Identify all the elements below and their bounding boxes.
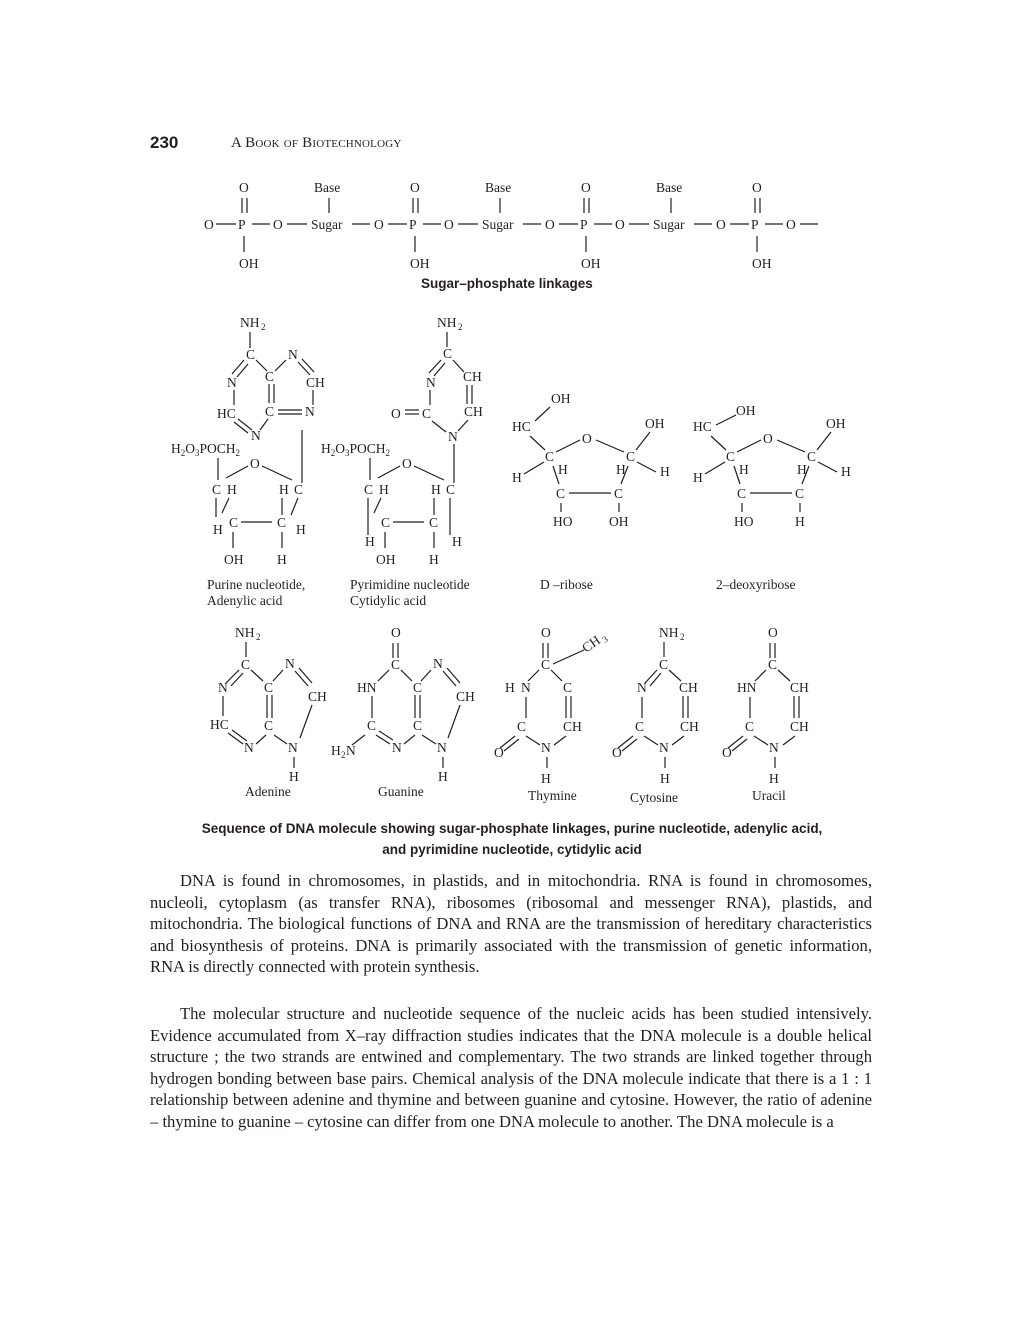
- svg-text:C: C: [413, 680, 423, 695]
- svg-text:HO: HO: [734, 514, 754, 529]
- svg-text:OH: OH: [752, 256, 772, 271]
- uracil-label: Uracil: [752, 788, 786, 803]
- svg-text:P: P: [409, 217, 417, 232]
- svg-text:N: N: [448, 429, 458, 444]
- svg-text:OH: OH: [410, 256, 430, 271]
- svg-text:H2O3POCH2: $H_2O_3POCH_2$: [171, 441, 241, 458]
- svg-text:C: C: [563, 680, 573, 695]
- svg-text:C: C: [768, 657, 778, 672]
- base-label: Base: [656, 180, 683, 195]
- phosphate-oxygen: O: [410, 180, 420, 195]
- svg-text:N: N: [659, 740, 669, 755]
- svg-text:H2O3POCH2: $H_2O_3POCH_2$: [321, 441, 391, 458]
- linkage-caption: Sugar–phosphate linkages: [421, 276, 593, 291]
- phosphate-oxygen: O: [239, 180, 249, 195]
- svg-text:O: O: [716, 217, 726, 232]
- svg-text:O: O: [786, 217, 796, 232]
- svg-text:2: 2: [261, 322, 266, 332]
- svg-text:HC: HC: [210, 717, 229, 732]
- svg-text:CH: CH: [456, 689, 475, 704]
- svg-text:2: 2: [341, 750, 346, 760]
- sugar-label: Sugar: [311, 217, 343, 232]
- svg-text:C: C: [265, 369, 275, 384]
- svg-text:N: N: [433, 656, 443, 671]
- svg-text:NH: NH: [240, 315, 260, 330]
- svg-text:H: H: [365, 534, 375, 549]
- svg-text:OH: OH: [826, 416, 846, 431]
- svg-text:N: N: [227, 375, 237, 390]
- svg-text:C: C: [517, 719, 527, 734]
- svg-text:H: H: [797, 462, 807, 477]
- svg-text:H: H: [693, 470, 703, 485]
- pyrimidine-caption: Pyrimidine nucleotide: [350, 577, 470, 592]
- phosphate-oxygen: O: [581, 180, 591, 195]
- svg-text:H: H: [769, 771, 779, 786]
- svg-text:H: H: [505, 680, 515, 695]
- svg-text:C: C: [556, 486, 566, 501]
- svg-text:2: 2: [458, 322, 463, 332]
- svg-text:O: O: [768, 625, 778, 640]
- svg-text:H: H: [795, 514, 805, 529]
- sugar-label: Sugar: [653, 217, 685, 232]
- thymine-label: Thymine: [528, 788, 577, 803]
- running-header: A Book of Biotechnology: [231, 135, 402, 151]
- svg-text:OH: OH: [581, 256, 601, 271]
- cytosine-structure: [612, 625, 699, 805]
- svg-text:O: O: [391, 625, 401, 640]
- svg-text:C: C: [429, 515, 439, 530]
- svg-text:C: C: [443, 346, 453, 361]
- deoxyribose-caption: 2–deoxyribose: [716, 577, 796, 592]
- svg-text:H: H: [558, 462, 568, 477]
- svg-text:P: P: [751, 217, 759, 232]
- svg-text:NH: NH: [437, 315, 457, 330]
- svg-text:H: H: [227, 482, 237, 497]
- svg-text:N: N: [346, 743, 356, 758]
- svg-text:C: C: [364, 482, 374, 497]
- svg-text:C: C: [726, 449, 736, 464]
- thymine-structure: [494, 625, 610, 803]
- svg-text:C: C: [745, 719, 755, 734]
- svg-text:C: C: [241, 657, 251, 672]
- svg-text:P: P: [580, 217, 588, 232]
- svg-text:N: N: [285, 656, 295, 671]
- svg-text:C: C: [264, 680, 274, 695]
- svg-text:HN: HN: [737, 680, 757, 695]
- purine-nucleotide: [171, 315, 325, 608]
- svg-text:CH: CH: [308, 689, 327, 704]
- svg-text:CH: CH: [680, 719, 699, 734]
- svg-text:O: O: [612, 745, 622, 760]
- body-paragraph-2: The molecular structure and nucleotide sequence of the nucleic acids has been studied intensively. Evidence accumulated from X–ray diffraction studies indicates that the DNA molecule is a double helical structure ; the two strands are entwined and complementary. The two strands are linked together through hydrogen bonding between base pairs. Chemical analysis of the DNA molecule indicate that there is a 1 : 1 relationship between adenine and thymine and between guanine and cytosine. However, the ratio of adenine – thymine to guanine – cytosine can differ from one DNA molecule to another. The DNA molecule is a: [150, 1004, 872, 1131]
- svg-text:C: C: [795, 486, 805, 501]
- svg-text:HN: HN: [357, 680, 377, 695]
- svg-text:H: H: [660, 771, 670, 786]
- svg-text:O: O: [204, 217, 214, 232]
- svg-text:C: C: [635, 719, 645, 734]
- svg-text:3: 3: [600, 633, 610, 645]
- svg-text:2: 2: [256, 632, 261, 642]
- svg-text:N: N: [437, 740, 447, 755]
- svg-text:H: H: [429, 552, 439, 567]
- svg-text:H: H: [379, 482, 389, 497]
- adenine-structure: [210, 625, 327, 799]
- svg-text:C: C: [264, 718, 274, 733]
- svg-text:C: C: [229, 515, 239, 530]
- svg-text:CH: CH: [563, 719, 582, 734]
- svg-text:N: N: [392, 740, 402, 755]
- ribose-caption: D –ribose: [540, 577, 593, 592]
- svg-text:NH: NH: [659, 625, 679, 640]
- svg-text:CH: CH: [579, 632, 604, 656]
- svg-text:2: 2: [680, 632, 685, 642]
- svg-text:C: C: [413, 718, 423, 733]
- page-number: 230: [150, 133, 179, 152]
- sugar-phosphate-chain: [204, 180, 818, 291]
- svg-text:CH: CH: [463, 369, 482, 384]
- svg-text:N: N: [426, 375, 436, 390]
- svg-text:C: C: [246, 347, 256, 362]
- svg-text:C: C: [541, 657, 551, 672]
- svg-text:CH: CH: [790, 719, 809, 734]
- svg-text:O: O: [374, 217, 384, 232]
- base-label: Base: [485, 180, 512, 195]
- svg-text:CH: CH: [464, 404, 483, 419]
- svg-text:C: C: [614, 486, 624, 501]
- svg-text:N: N: [305, 404, 315, 419]
- svg-text:N: N: [637, 680, 647, 695]
- svg-text:O: O: [391, 406, 401, 421]
- svg-text:C: C: [422, 406, 432, 421]
- svg-text:O: O: [402, 456, 412, 471]
- svg-text:H: H: [438, 769, 448, 784]
- svg-text:N: N: [244, 740, 254, 755]
- svg-text:CH: CH: [306, 375, 325, 390]
- figure-caption: Sequence of DNA molecule showing sugar-phosphate linkages, purine nucleotide, adenylic acid, and pyrimidine nucleotide, cytidylic acid: [201, 821, 823, 857]
- svg-text:O: O: [273, 217, 283, 232]
- svg-text:H: H: [279, 482, 289, 497]
- svg-text:C: C: [807, 449, 817, 464]
- svg-text:C: C: [391, 657, 401, 672]
- svg-text:O: O: [763, 431, 773, 446]
- guanine-structure: [331, 625, 475, 799]
- svg-text:H: H: [452, 534, 462, 549]
- svg-text:Cytidylic acid: Cytidylic acid: [350, 593, 427, 608]
- svg-text:H: H: [841, 464, 851, 479]
- svg-text:H: H: [289, 769, 299, 784]
- svg-text:H: H: [512, 470, 522, 485]
- svg-text:CH: CH: [679, 680, 698, 695]
- svg-text:H: H: [431, 482, 441, 497]
- svg-text:O: O: [615, 217, 625, 232]
- svg-text:H: H: [616, 462, 626, 477]
- svg-text:O: O: [541, 625, 551, 640]
- svg-text:C: C: [381, 515, 391, 530]
- svg-text:OH: OH: [224, 552, 244, 567]
- svg-text:OH: OH: [551, 391, 571, 406]
- svg-text:O: O: [250, 456, 260, 471]
- svg-text:H: H: [277, 552, 287, 567]
- phosphate-oxygen: O: [752, 180, 762, 195]
- body-paragraph-1: DNA is found in chromosomes, in plastids, and in mitochondria. RNA is found in chromosomes, nucleoli, cytoplasm (as transfer RNA), ribosomes (ribosomal and messenger RNA), plastids, and mitochondria. The biological functions of DNA and RNA are the transmission of hereditary characteristics and biosynthesis of proteins. DNA is primarily associated with the transmission of genetic information, RNA is directly connected with protein synthesis.: [150, 871, 872, 977]
- svg-text:HC: HC: [217, 406, 236, 421]
- svg-text:C: C: [659, 657, 669, 672]
- svg-text:C: C: [545, 449, 555, 464]
- svg-text:H: H: [213, 522, 223, 537]
- svg-text:OH: OH: [239, 256, 259, 271]
- svg-text:HO: HO: [553, 514, 573, 529]
- svg-text:OH: OH: [645, 416, 665, 431]
- svg-text:N: N: [288, 740, 298, 755]
- svg-text:HC: HC: [512, 419, 531, 434]
- svg-text:H: H: [660, 464, 670, 479]
- svg-text:H: H: [331, 743, 341, 758]
- svg-text:C: C: [626, 449, 636, 464]
- svg-text:P: P: [238, 217, 246, 232]
- svg-text:C: C: [277, 515, 287, 530]
- pyrimidine-nucleotide: [321, 315, 483, 608]
- svg-text:O: O: [722, 745, 732, 760]
- svg-text:C: C: [294, 482, 304, 497]
- purine-caption: Purine nucleotide,: [207, 577, 306, 592]
- svg-text:N: N: [288, 347, 298, 362]
- svg-text:NH: NH: [235, 625, 255, 640]
- svg-text:OH: OH: [376, 552, 396, 567]
- svg-text:H: H: [739, 462, 749, 477]
- svg-text:C: C: [212, 482, 222, 497]
- svg-text:C: C: [265, 404, 275, 419]
- guanine-label: Guanine: [378, 784, 424, 799]
- svg-text:OH: OH: [736, 403, 756, 418]
- svg-text:C: C: [446, 482, 456, 497]
- svg-text:N: N: [218, 680, 228, 695]
- svg-text:H: H: [541, 771, 551, 786]
- base-label: Base: [314, 180, 341, 195]
- svg-text:N: N: [541, 740, 551, 755]
- svg-text:OH: OH: [609, 514, 629, 529]
- svg-text:HC: HC: [693, 419, 712, 434]
- deoxyribose: [693, 403, 851, 592]
- svg-text:C: C: [737, 486, 747, 501]
- svg-text:C: C: [367, 718, 377, 733]
- sugar-label: Sugar: [482, 217, 514, 232]
- svg-text:O: O: [545, 217, 555, 232]
- svg-text:O: O: [582, 431, 592, 446]
- svg-text:O: O: [444, 217, 454, 232]
- svg-text:N: N: [521, 680, 531, 695]
- adenine-label: Adenine: [245, 784, 291, 799]
- svg-text:H: H: [296, 522, 306, 537]
- uracil-structure: [722, 625, 809, 803]
- svg-text:O: O: [494, 745, 504, 760]
- svg-text:N: N: [769, 740, 779, 755]
- svg-text:Adenylic acid: Adenylic acid: [207, 593, 283, 608]
- svg-text:CH: CH: [790, 680, 809, 695]
- d-ribose: [512, 391, 670, 592]
- cytosine-label: Cytosine: [630, 790, 679, 805]
- svg-text:N: N: [251, 428, 261, 443]
